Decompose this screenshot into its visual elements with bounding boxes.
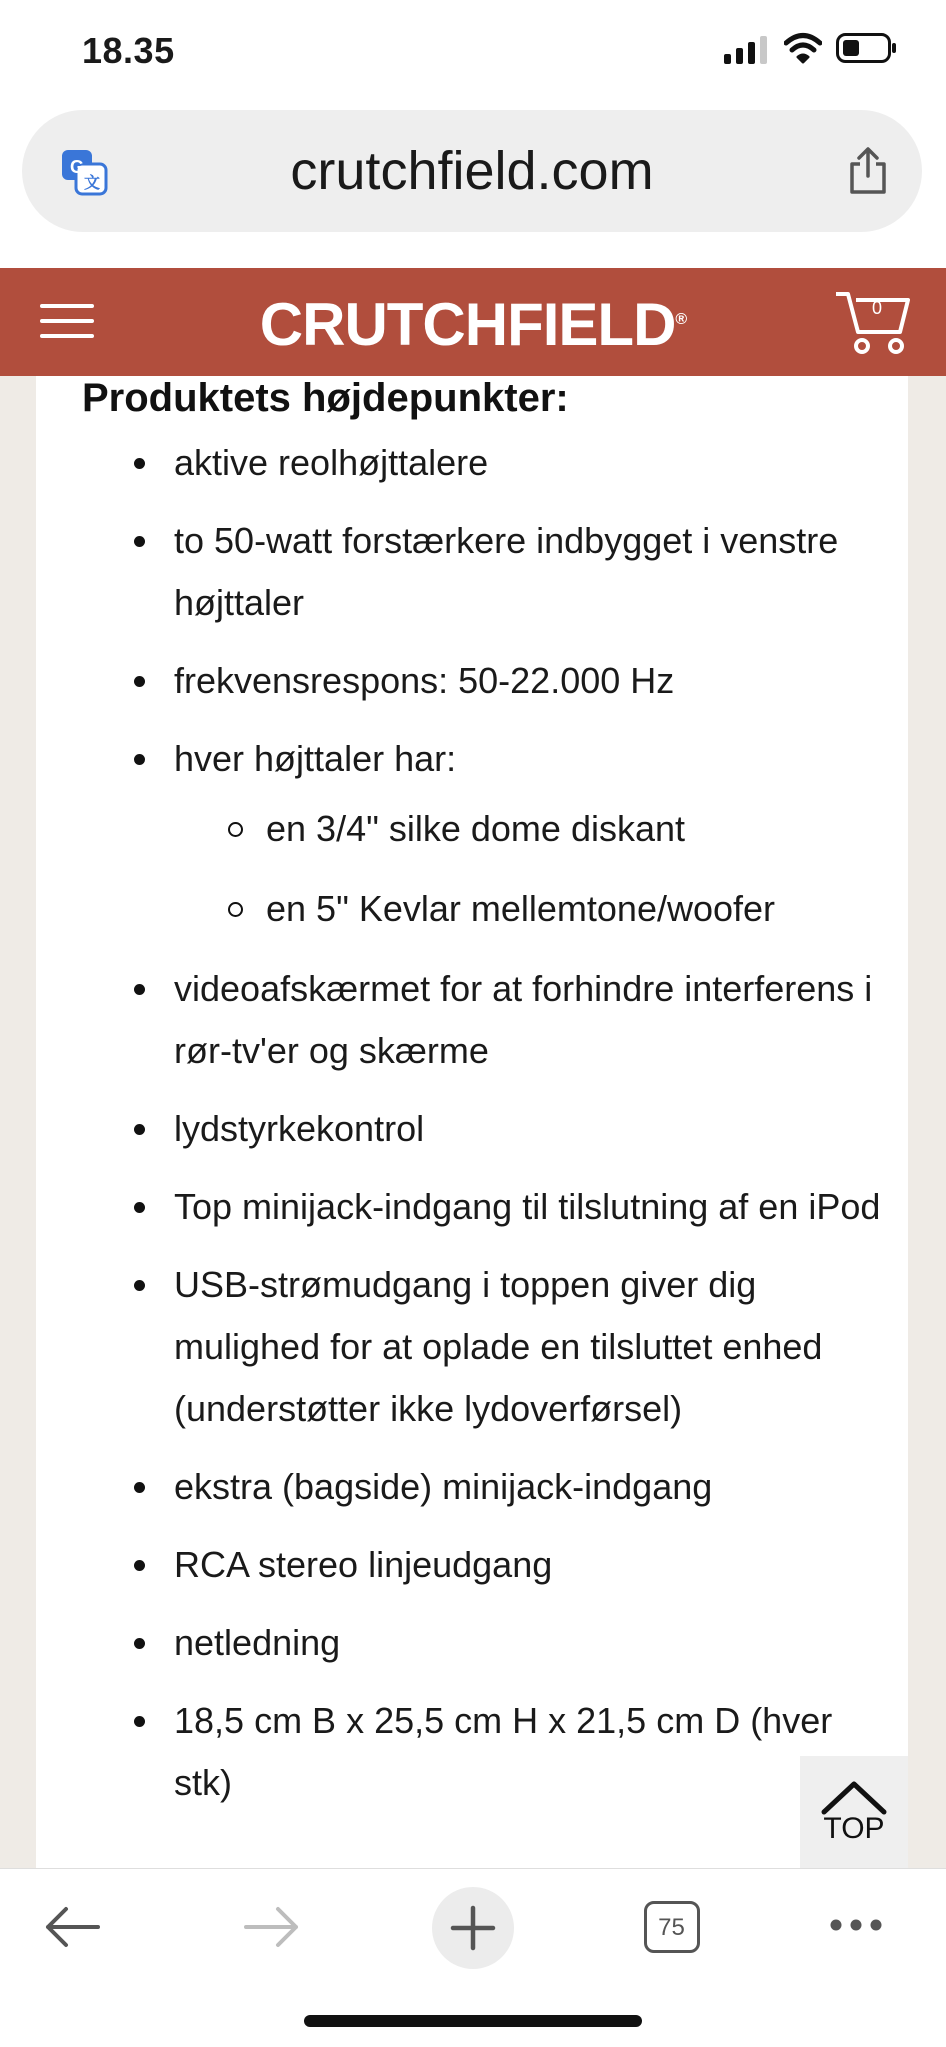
- status-bar: [0, 0, 946, 108]
- new-tab-button[interactable]: [432, 1887, 514, 1969]
- section-title: Produktets højdepunkter:: [82, 376, 569, 420]
- crutchfield-logo[interactable]: CRUTCHFIELD®: [259, 291, 687, 358]
- list-item: netledning: [36, 1612, 908, 1674]
- list-item: Top minijack-indgang til tilslutning af en iPod: [36, 1176, 908, 1238]
- svg-text:G: G: [69, 157, 85, 177]
- tab-switcher-button[interactable]: [644, 1901, 700, 1953]
- product-highlights-section: [36, 376, 908, 1868]
- back-arrow-icon[interactable]: [44, 1905, 100, 1949]
- list-item: to 50-watt forstærkere indbygget i venstre højttaler: [36, 510, 908, 634]
- status-time: 18.35: [82, 30, 175, 71]
- list-item: RCA stereo linjeudgang: [36, 1534, 908, 1596]
- svg-text:文: 文: [83, 173, 101, 192]
- sub-list: [174, 798, 888, 940]
- list-item: USB-strømudgang i toppen giver dig mulighed for at oplade en tilsluttet enhed (understøtter ikke lydoverførsel): [36, 1254, 908, 1440]
- plus-icon: [450, 1905, 496, 1951]
- list-item: lydstyrkekontrol: [36, 1098, 908, 1160]
- browser-address-bar: [0, 108, 946, 268]
- more-options-icon[interactable]: [828, 1917, 884, 1933]
- browser-toolbar: [0, 1868, 946, 2047]
- sub-list-item: en 5" Kevlar mellemtone/woofer: [174, 878, 888, 940]
- list-item: aktive reolhøjttalere: [36, 432, 908, 494]
- sub-list-item: en 3/4" silke dome diskant: [174, 798, 888, 860]
- chevron-up-icon: [820, 1780, 888, 1816]
- back-to-top-button[interactable]: [800, 1756, 908, 1868]
- tab-count: 75: [658, 1914, 685, 1941]
- list-item: hver højttaler har: en 3/4" silke dome diskant en 5" Kevlar mellemtone/woofer: [36, 728, 908, 940]
- wifi-icon: [784, 32, 822, 64]
- home-indicator: [304, 2015, 642, 2027]
- site-header: [0, 268, 946, 376]
- list-item: ekstra (bagside) minijack-indgang: [36, 1456, 908, 1518]
- forward-arrow-icon[interactable]: [244, 1905, 300, 1949]
- list-item: videoafskærmet for at forhindre interferens i rør-tv'er og skærme: [36, 958, 908, 1082]
- share-icon[interactable]: [846, 146, 890, 196]
- url-field[interactable]: [22, 110, 922, 232]
- url-text: crutchfield.com: [290, 141, 654, 201]
- cellular-signal-icon: [724, 36, 768, 64]
- battery-icon: [836, 33, 898, 63]
- top-label: TOP: [823, 1812, 885, 1845]
- cart-count: 0: [871, 298, 882, 318]
- list-item: 18,5 cm B x 25,5 cm H x 21,5 cm D (hver stk): [36, 1690, 908, 1814]
- highlights-list: [36, 416, 908, 1814]
- list-item: frekvensrespons: 50-22.000 Hz: [36, 650, 908, 712]
